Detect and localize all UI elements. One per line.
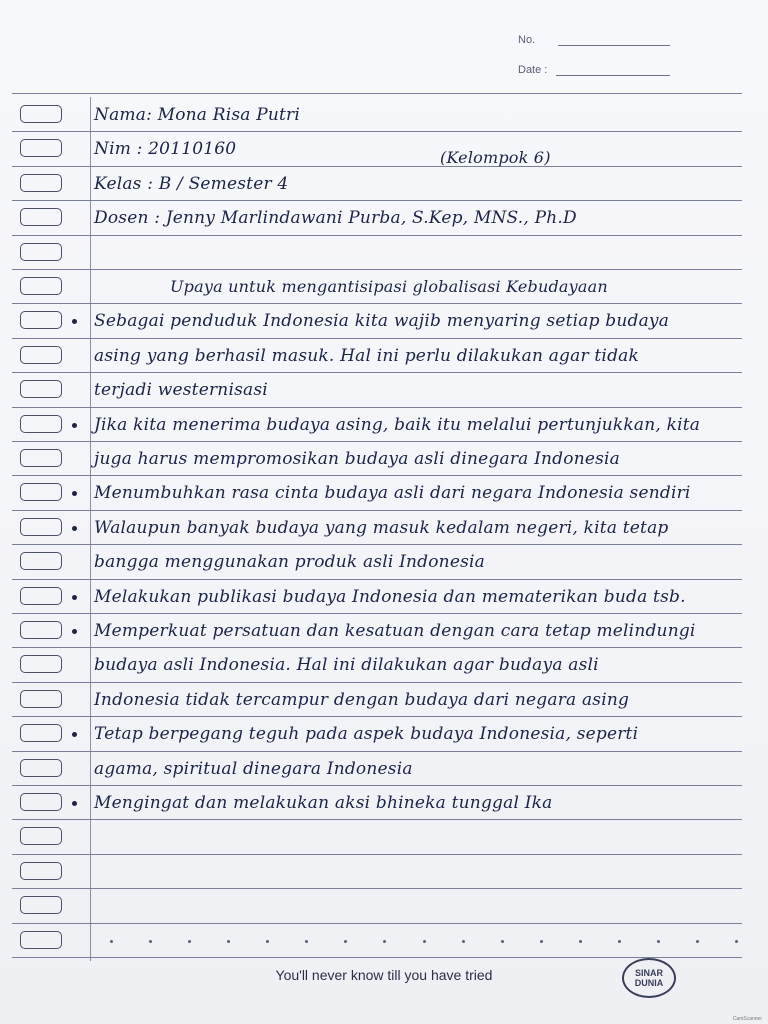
bullet-point	[72, 526, 77, 531]
ruled-line	[12, 647, 742, 648]
ruled-line	[12, 407, 742, 408]
bullet-point	[72, 319, 77, 324]
row-checkbox	[20, 311, 62, 329]
bullet-point	[72, 732, 77, 737]
row-checkbox	[20, 105, 62, 123]
handwritten-line: agama, spiritual dinegara Indonesia	[94, 758, 413, 779]
ruled-line	[12, 613, 742, 614]
row-checkbox	[20, 724, 62, 742]
row-checkbox	[20, 415, 62, 433]
row-checkbox	[20, 208, 62, 226]
ruled-line	[12, 372, 742, 373]
ruled-line	[12, 682, 742, 683]
handwritten-line: Jika kita menerima budaya asing, baik itu melalui pertunjukkan, kita	[94, 414, 701, 435]
handwritten-line: Nim : 20110160	[94, 139, 237, 160]
row-checkbox	[20, 449, 62, 467]
handwritten-line: bangga menggunakan produk asli Indonesia	[94, 552, 485, 573]
no-label: No.	[518, 34, 536, 46]
handwritten-line: Tetap berpegang teguh pada aspek budaya Indonesia, seperti	[94, 724, 639, 745]
handwritten-line: asing yang berhasil masuk. Hal ini perlu dilakukan agar tidak	[94, 345, 639, 366]
ruled-line	[12, 819, 742, 820]
ruled-line	[12, 579, 742, 580]
row-checkbox	[20, 655, 62, 673]
row-checkbox	[20, 621, 62, 639]
ruled-line	[12, 854, 742, 855]
row-checkbox	[20, 862, 62, 880]
row-checkbox	[20, 793, 62, 811]
ruled-line	[12, 166, 742, 167]
ruled-line	[12, 544, 742, 545]
date-field	[518, 64, 547, 76]
group-label: (Kelompok 6)	[440, 148, 551, 167]
row-checkbox	[20, 346, 62, 364]
ruled-line	[12, 751, 742, 752]
brand-top: SINAR	[634, 968, 663, 978]
ruled-line	[12, 269, 742, 270]
handwritten-line: Nama: Mona Risa Putri	[94, 105, 301, 125]
row-checkbox	[20, 518, 62, 536]
ruled-line	[12, 303, 742, 304]
bullet-point	[72, 629, 77, 634]
ruled-line	[12, 957, 742, 958]
ruled-line	[12, 131, 742, 132]
header-rule	[12, 93, 742, 94]
row-checkbox	[20, 690, 62, 708]
handwritten-line: Kelas : B / Semester 4	[94, 173, 289, 194]
handwritten-line: Memperkuat persatuan dan kesatuan dengan cara tetap melindungi	[94, 621, 696, 641]
row-checkbox	[20, 380, 62, 398]
row-checkbox	[20, 931, 62, 949]
handwritten-line: Dosen : Jenny Marlindawani Purba, S.Kep, MNS., Ph.D	[94, 208, 577, 229]
date-label: Date :	[518, 64, 548, 76]
handwritten-line: budaya asli Indonesia. Hal ini dilakukan agar budaya asli	[94, 655, 599, 676]
motto-text: You'll never know till you have tried	[275, 967, 493, 983]
ruled-line	[12, 888, 742, 889]
ruled-line	[12, 441, 742, 442]
ruled-line	[12, 923, 742, 924]
ruled-line	[12, 338, 742, 339]
row-checkbox	[20, 139, 62, 157]
row-checkbox	[20, 827, 62, 845]
brand-logo	[622, 958, 676, 998]
bullet-point	[72, 491, 77, 496]
row-checkbox	[20, 243, 62, 261]
no-field	[518, 34, 535, 46]
no-line	[558, 45, 670, 46]
handwritten-line: Sebagai penduduk Indonesia kita wajib menyaring setiap budaya	[94, 311, 670, 332]
bullet-point	[72, 595, 77, 600]
margin-line	[90, 97, 91, 961]
brand-bottom: DUNIA	[634, 978, 664, 988]
ruled-line	[12, 475, 742, 476]
handwritten-line: Mengingat dan melakukan aksi bhineka tunggal Ika	[94, 793, 553, 813]
bullet-point	[72, 801, 77, 806]
handwritten-line: juga harus mempromosikan budaya asli dinegara Indonesia	[94, 449, 621, 469]
handwritten-line: Walaupun banyak budaya yang masuk kedalam negeri, kita tetap	[94, 517, 669, 538]
section-title: Upaya untuk mengantisipasi globalisasi Kebudayaan	[170, 277, 608, 296]
row-checkbox	[20, 174, 62, 192]
row-checkbox	[20, 277, 62, 295]
handwritten-line: Indonesia tidak tercampur dengan budaya dari negara asing	[94, 689, 630, 710]
ruled-line	[12, 235, 742, 236]
scanner-watermark: CamScanner	[732, 1016, 762, 1022]
row-checkbox	[20, 587, 62, 605]
row-checkbox	[20, 483, 62, 501]
ruled-line	[12, 716, 742, 717]
row-checkbox	[20, 759, 62, 777]
ruled-line	[12, 200, 742, 201]
row-checkbox	[20, 896, 62, 914]
handwritten-line: Melakukan publikasi budaya Indonesia dan mematerikan buda tsb.	[94, 586, 686, 607]
date-line	[556, 75, 670, 76]
handwritten-line: Menumbuhkan rasa cinta budaya asli dari negara Indonesia sendiri	[94, 483, 691, 504]
handwritten-line: terjadi westernisasi	[94, 380, 268, 401]
bullet-point	[72, 423, 77, 428]
ruled-line	[12, 510, 742, 511]
ruled-line	[12, 785, 742, 786]
bottom-dots	[110, 940, 738, 944]
row-checkbox	[20, 552, 62, 570]
